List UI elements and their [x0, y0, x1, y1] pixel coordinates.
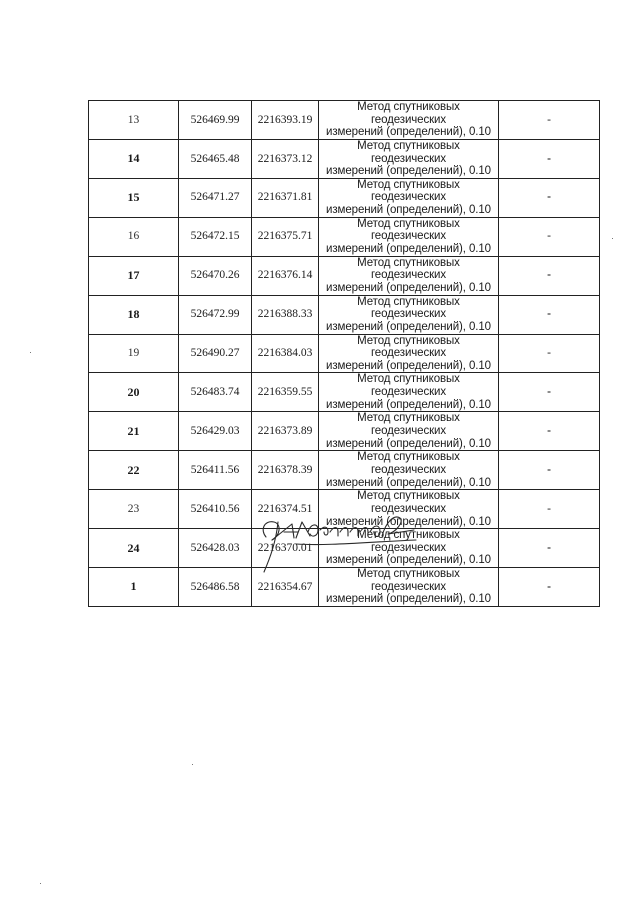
method-line-1: Метод спутниковых геодезических [357, 373, 460, 399]
method-cell [319, 139, 499, 178]
x-coordinate-cell: 526428.03 [179, 529, 252, 568]
method-line-1: Метод спутниковых геодезических [357, 490, 460, 515]
y-coordinate-cell: 2216384.03 [252, 334, 319, 373]
y-coordinate-cell: 2216354.67 [252, 568, 319, 607]
method-line-2: измерений (определений), 0.10 [326, 243, 491, 256]
method-line-2: измерений (определений), 0.10 [326, 126, 491, 139]
point-number-cell: 1 [89, 568, 179, 607]
scan-speck [30, 352, 31, 353]
method-line-2: измерений (определений), 0.10 [326, 165, 491, 178]
x-coordinate-cell: 526470.26 [179, 256, 252, 295]
y-coordinate-cell: 2216370.01 [252, 529, 319, 568]
point-number-cell: 22 [89, 451, 179, 490]
method-line-1: Метод спутниковых геодезических [357, 529, 460, 554]
table-row [89, 295, 600, 334]
y-coordinate-cell: 2216374.51 [252, 490, 319, 529]
point-number-cell: 14 [89, 139, 179, 178]
method-cell [319, 412, 499, 451]
scan-speck [40, 883, 41, 884]
y-coordinate-cell: 2216373.89 [252, 412, 319, 451]
method-line-2: измерений (определений), 0.10 [326, 359, 491, 372]
method-cell [319, 101, 499, 140]
point-number-cell: 24 [89, 529, 179, 568]
point-number-cell: 15 [89, 178, 179, 217]
table-row [89, 256, 600, 295]
method-line-2: измерений (определений), 0.10 [326, 320, 491, 333]
x-coordinate-cell: 526483.74 [179, 373, 252, 412]
extra-cell: - [499, 490, 600, 529]
method-line-1: Метод спутниковых геодезических [357, 139, 460, 165]
method-line-1: Метод спутниковых геодезических [357, 217, 460, 243]
extra-cell: - [499, 529, 600, 568]
method-cell [319, 451, 499, 490]
method-line-2: измерений (определений), 0.10 [326, 554, 491, 567]
y-coordinate-cell: 2216359.55 [252, 373, 319, 412]
y-coordinate-cell: 2216375.71 [252, 217, 319, 256]
point-number-cell: 16 [89, 217, 179, 256]
method-line-1: Метод спутниковых геодезических [357, 101, 460, 126]
method-cell [319, 334, 499, 373]
method-line-2: измерений (определений), 0.10 [326, 515, 491, 528]
y-coordinate-cell: 2216373.12 [252, 139, 319, 178]
y-coordinate-cell: 2216378.39 [252, 451, 319, 490]
method-cell [319, 373, 499, 412]
point-number-cell: 19 [89, 334, 179, 373]
x-coordinate-cell: 526469.99 [179, 101, 252, 140]
table-row [89, 101, 600, 140]
handwritten-signature-icon [258, 492, 428, 576]
x-coordinate-cell: 526472.15 [179, 217, 252, 256]
method-line-2: измерений (определений), 0.10 [326, 204, 491, 217]
method-line-2: измерений (определений), 0.10 [326, 593, 491, 606]
x-coordinate-cell: 526471.27 [179, 178, 252, 217]
x-coordinate-cell: 526411.56 [179, 451, 252, 490]
table-row [89, 373, 600, 412]
extra-cell: - [499, 451, 600, 490]
method-cell [319, 295, 499, 334]
x-coordinate-cell: 526429.03 [179, 412, 252, 451]
y-coordinate-cell: 2216371.81 [252, 178, 319, 217]
point-number-cell: 23 [89, 490, 179, 529]
method-line-1: Метод спутниковых геодезических [357, 412, 460, 438]
x-coordinate-cell: 526410.56 [179, 490, 252, 529]
scan-speck [192, 764, 193, 765]
method-line-1: Метод спутниковых геодезических [357, 451, 460, 476]
method-line-1: Метод спутниковых геодезических [357, 178, 460, 204]
extra-cell: - [499, 178, 600, 217]
extra-cell: - [499, 334, 600, 373]
method-cell [319, 256, 499, 295]
y-coordinate-cell: 2216376.14 [252, 256, 319, 295]
extra-cell: - [499, 412, 600, 451]
extra-cell: - [499, 373, 600, 412]
point-number-cell: 13 [89, 101, 179, 140]
table-row [89, 139, 600, 178]
point-number-cell: 21 [89, 412, 179, 451]
point-number-cell: 18 [89, 295, 179, 334]
method-cell [319, 178, 499, 217]
table-row [89, 334, 600, 373]
point-number-cell: 17 [89, 256, 179, 295]
method-cell [319, 217, 499, 256]
x-coordinate-cell: 526472.99 [179, 295, 252, 334]
extra-cell: - [499, 139, 600, 178]
extra-cell: - [499, 256, 600, 295]
method-line-2: измерений (определений), 0.10 [326, 398, 491, 411]
x-coordinate-cell: 526486.58 [179, 568, 252, 607]
extra-cell: - [499, 101, 600, 140]
x-coordinate-cell: 526465.48 [179, 139, 252, 178]
table-row [89, 412, 600, 451]
method-line-1: Метод спутниковых геодезических [357, 295, 460, 321]
extra-cell: - [499, 217, 600, 256]
method-line-1: Метод спутниковых геодезических [357, 334, 460, 360]
point-number-cell: 20 [89, 373, 179, 412]
table-row [89, 217, 600, 256]
scan-speck [612, 238, 613, 239]
table-row [89, 178, 600, 217]
method-line-2: измерений (определений), 0.10 [326, 281, 491, 294]
table-row [89, 451, 600, 490]
extra-cell: - [499, 568, 600, 607]
x-coordinate-cell: 526490.27 [179, 334, 252, 373]
method-line-1: Метод спутниковых геодезических [357, 256, 460, 282]
method-line-2: измерений (определений), 0.10 [326, 437, 491, 450]
method-line-1: Метод спутниковых геодезических [357, 568, 460, 593]
y-coordinate-cell: 2216388.33 [252, 295, 319, 334]
extra-cell: - [499, 295, 600, 334]
y-coordinate-cell: 2216393.19 [252, 101, 319, 140]
method-line-2: измерений (определений), 0.10 [326, 476, 491, 489]
